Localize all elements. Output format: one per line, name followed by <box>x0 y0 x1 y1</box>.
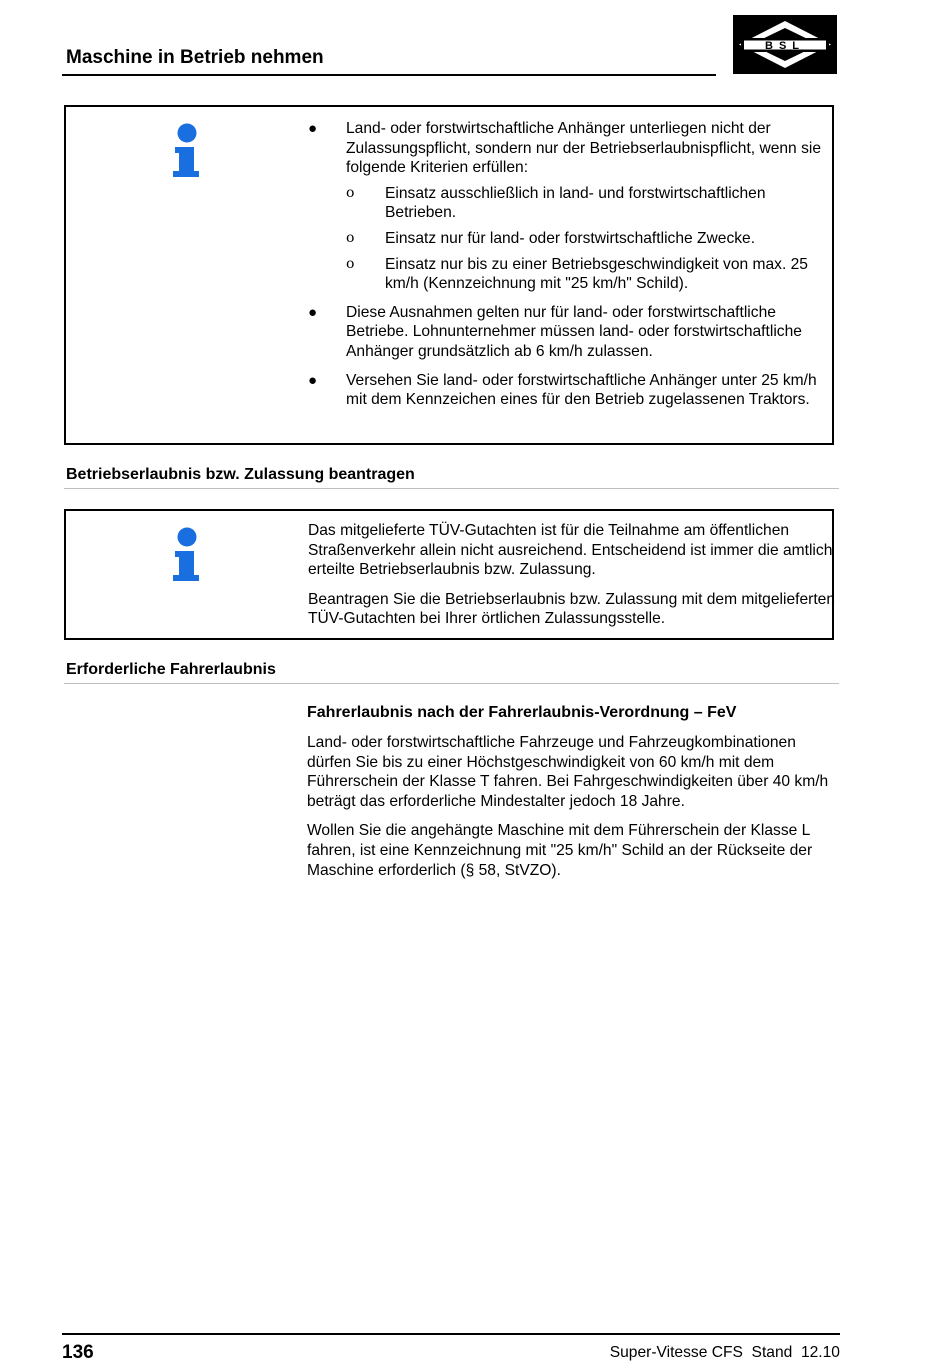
info-box-registration <box>64 105 834 445</box>
info-icon <box>170 123 202 179</box>
bullet-text: Versehen Sie land- oder forstwirtschaftliche Anhänger unter 25 km/h mit dem Kennzeichen eines für den Betrieb zugelassenen Traktors. <box>346 371 817 409</box>
bullet-list <box>308 119 828 419</box>
paragraph: Land- oder forstwirtschaftliche Fahrzeuge und Fahrzeugkombinationen dürfen Sie bis zu einer Höchstgeschwindigkeit von 60 km/h mit dem Führerschein der Klasse T fahren. Bei Fahrgeschwindigkeiten über 40 km/h beträgt das erforderliche Mindestalter jedoch 18 Jahre. <box>307 734 829 810</box>
section-heading: Betriebserlaubnis bzw. Zulassung beantragen <box>66 466 415 483</box>
list-item <box>308 303 828 362</box>
section-heading: Erforderliche Fahrerlaubnis <box>66 661 276 678</box>
info-text <box>308 521 836 639</box>
sub-list-item: ο Einsatz nur für land- oder forstwirtschaftliche Zwecke. <box>346 229 756 247</box>
list-item <box>308 119 828 294</box>
section-divider <box>64 488 839 489</box>
svg-text:BSL: BSL <box>765 40 805 52</box>
paragraph: Wollen Sie die angehängte Maschine mit dem Führerschein der Klasse L fahren, ist eine Kennzeichnung mit "25 km/h" Schild an der Rückseite der Maschine erforderlich (§ 58, StVZO). <box>307 822 813 879</box>
bsl-logo <box>733 15 837 74</box>
license-section-body <box>307 704 837 890</box>
page-number: 136 <box>62 1342 94 1363</box>
bullet-icon: ● <box>308 371 318 389</box>
sub-bullet-icon: ο <box>346 184 355 201</box>
header-divider <box>62 74 716 76</box>
sub-list-item: ο Einsatz nur bis zu einer Betriebsgeschwindigkeit von max. 25 km/h (Kennzeichnung mit "25 km/h" Schild). <box>346 255 808 293</box>
list-item <box>308 371 828 410</box>
bullet-icon: ● <box>308 303 318 321</box>
page-title: Maschine in Betrieb nehmen <box>66 47 324 68</box>
info-box-tuv <box>64 509 834 640</box>
sub-list <box>346 184 828 294</box>
sub-bullet-icon: ο <box>346 255 355 272</box>
sub-bullet-icon: ο <box>346 229 355 246</box>
footer-text: Super-Vitesse CFS Stand 12.10 <box>609 1344 840 1361</box>
bullet-text: Diese Ausnahmen gelten nur für land- oder forstwirtschaftliche Betriebe. Lohnunternehmer müssen land- oder forstwirtschaftliche Anhänger grundsätzlich ab 6 km/h zulassen. <box>346 303 802 360</box>
section-divider <box>64 683 839 684</box>
info-icon <box>170 527 202 583</box>
paragraph: Das mitgelieferte TÜV-Gutachten ist für die Teilnahme am öffentlichen Straßenverkehr allein nicht ausreichend. Entscheidend ist immer die amtlich erteilte Betriebserlaubnis bzw. Zulassung. <box>308 522 833 579</box>
subheading: Fahrerlaubnis nach der Fahrerlaubnis-Verordnung – FeV <box>307 704 737 721</box>
bullet-icon: ● <box>308 120 318 137</box>
paragraph: Beantragen Sie die Betriebserlaubnis bzw. Zulassung mit dem mitgelieferten TÜV-Gutachten bei Ihrer örtlichen Zulassungsstelle. <box>308 590 836 628</box>
bullet-text: Land- oder forstwirtschaftliche Anhänger unterliegen nicht der Zulassungspflicht, sondern nur der Betriebserlaubnispflicht, wenn sie folgende Kriterien erfüllen: <box>346 120 822 177</box>
footer-divider <box>62 1333 840 1335</box>
sub-list-item: ο Einsatz ausschließlich in land- und forstwirtschaftlichen Betrieben. <box>346 184 766 222</box>
